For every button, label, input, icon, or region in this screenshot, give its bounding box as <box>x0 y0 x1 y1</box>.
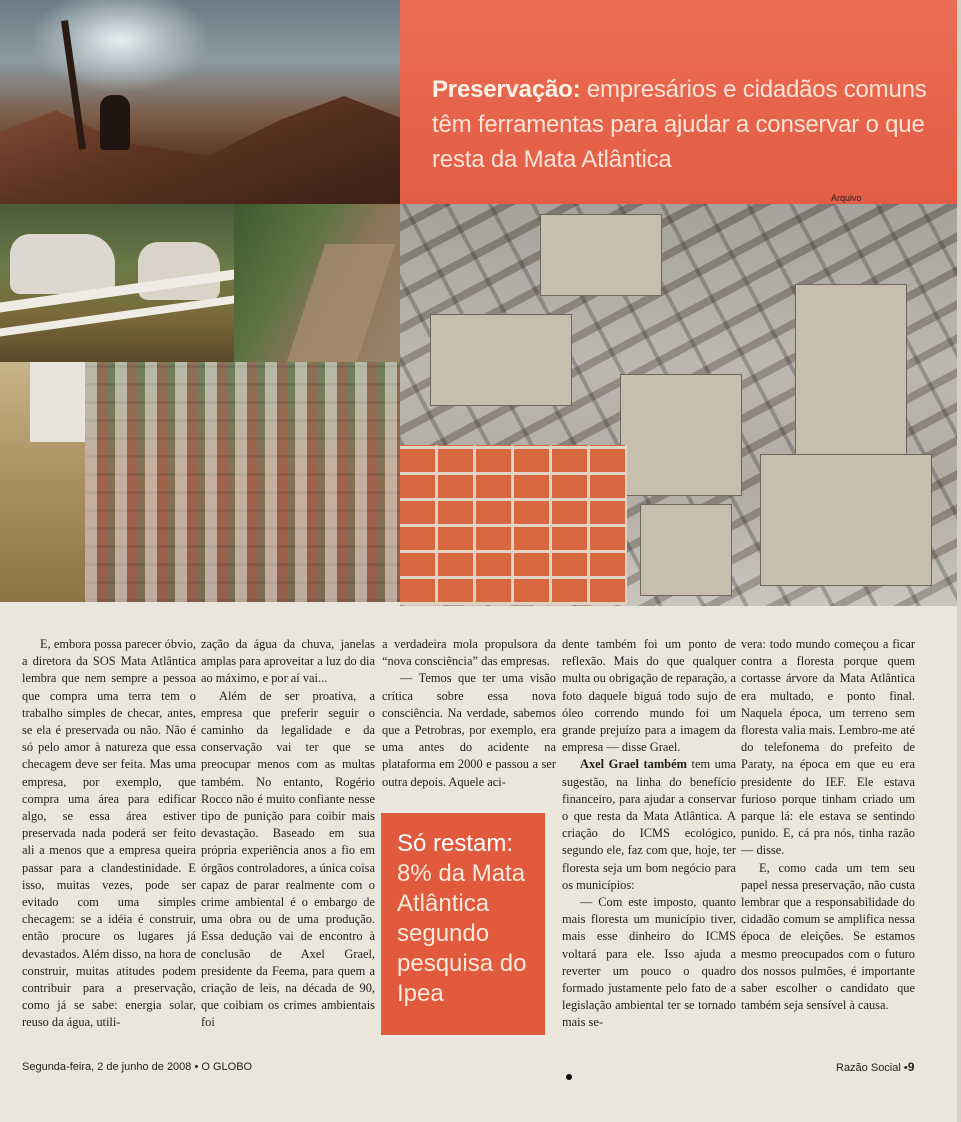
building <box>795 284 907 476</box>
building <box>540 214 662 296</box>
dirt-mound <box>0 84 400 204</box>
callout-text: 8% da Mata Atlântica segundo pesquisa do Ipea <box>397 860 527 1007</box>
photo-favela-hillside <box>85 362 400 602</box>
building <box>430 314 572 406</box>
building <box>760 454 932 586</box>
photo-excavation-worker <box>0 0 400 204</box>
banner-keyword: Preservação: <box>432 76 581 103</box>
page-number: 9 <box>907 1060 915 1074</box>
photo-reeds <box>0 362 85 602</box>
registration-dot <box>566 1074 572 1080</box>
photo-brick-wall <box>400 445 627 605</box>
article-column-2 <box>201 636 375 1032</box>
page-edge <box>957 0 961 1122</box>
paragraph: vera: todo mundo começou a ficar contra a floresta porque quem cortasse árvore da Mata Atlântica era multado, e ponto final. Naquela época, um terreno sem floresta valia mais. Lembro-me até do telefonema do prefeito de Paraty, na época em que eu era presidente do IEF. Ele estava furioso porque tinham criado um parque lá: ele estava se sentindo punido. E, cá pra nós, tinha razão — disse. <box>741 637 915 858</box>
callout-box <box>381 813 545 1035</box>
building <box>620 374 742 496</box>
banner-subtitle: empresários e cidadãos comuns têm ferramentas para ajudar a conservar o que resta da Mata Atlântica <box>432 76 927 173</box>
article-column-5 <box>741 636 915 1014</box>
article-column-1 <box>22 636 196 1032</box>
name-highlight: Axel Grael também <box>580 757 687 772</box>
headline-banner <box>400 0 957 204</box>
brick-pattern <box>400 445 627 605</box>
paragraph: dente também foi um ponto de reflexão. Mais do que qualquer multa ou obrigação de reparação, a foto daquele biguá todo sujo de óleo correndo mundo foi um grande prejuízo para a imagem da empresa — disse Grael. <box>562 637 736 755</box>
paragraph-text: tem uma sugestão, na linha do benefício financeiro, para ajudar a conservar o que resta da Mata Atlântica. A criação do ICMS ecológico, segundo ele, faz com que, hoje, ter floresta seja um bom negócio para os municípios: <box>562 757 736 892</box>
callout-keyword: Só restam: <box>397 830 514 857</box>
paragraph: a verdadeira mola propulsora da “nova consciência” das empresas. <box>382 637 556 669</box>
paragraph: — Temos que ter uma visão crítica sobre essa nova consciência. Na verdade, sabemos que a Petrobras, por exemplo, era uma antes do acidente na plataforma em 2000 e passou a ser outra depois. Aquele aci- <box>382 671 556 789</box>
article-column-4 <box>562 636 736 1032</box>
section-name: Razão Social • <box>836 1062 908 1074</box>
photo-dirt-trail <box>234 204 400 362</box>
trail-path <box>283 244 395 362</box>
paragraph: Além de ser proativa, a empresa que preferir seguir o caminho da legalidade e da conservação vai ter que se preocupar menos com as multas também. No entanto, Rogério Rocco não é muito confiante nesse tipo de punição para coibir mais devastação. Baseado em sua própria experiência anos a fio em órgãos controladores, a única coisa capaz de parar realmente com o crime ambiental é o embargo de uma obra ou de uma produção. Essa dedução vai de encontro à conclusão de Axel Grael, presidente da Feema, para quem a criação de leis, na década de 90, que coibiam os crimes ambientais foi <box>201 688 375 1030</box>
sky-patch <box>30 362 85 442</box>
paragraph: E, embora possa parecer óbvio, a diretora da SOS Mata Atlântica lembra que nem sempre a pessoa que compra uma terra tem o trabalho simples de checar, antes, se ela é preservada ou não. Não é só pelo amor à natureza que essa checagem deve ser feita. Mas uma empresa, por exemplo, que compra uma área para edificar algo, se essa área estiver preservada nada poderá ser feito ali a menos que a empresa queira passar para a clandestinidade. E isso, muitas vezes, pode ser evitado com uma simples checagem: se a idéia é construir, então procure os lugares já devastados. Além disso, na hora de construir, muitas atitudes podem contribuir para a preservação, como já se sabe: energia solar, reuso da água, utili- <box>22 637 196 1030</box>
footer-date-publication: Segunda-feira, 2 de junho de 2008 • O GLOBO <box>22 1061 253 1073</box>
building <box>640 504 732 596</box>
photo-credit: Arquivo <box>831 193 862 203</box>
paragraph: E, como cada um tem seu papel nessa preservação, não custa lembrar que a responsabilidade do cidadão comum se amplifica nessa época de eleições. Se estamos mesmo preocupados com o futuro dos nossos pulmões, é importante saber escolher o candidato que também seja sensível à causa. <box>741 860 915 1013</box>
photo-cattle-fence <box>0 204 234 362</box>
cow <box>10 234 115 294</box>
paragraph: zação da água da chuva, janelas amplas para aproveitar a luz do dia ao máximo, e por aí vai... <box>201 637 375 686</box>
worker-silhouette <box>100 95 130 150</box>
paragraph: — Com este imposto, quanto mais floresta um município tiver, mais esse dinheiro do ICMS voltará para ele. Isso ajuda a reverter um pouco o quadro formado justamente pelo fato de a legislação ambiental ter se tornado mais se- <box>562 895 736 1030</box>
paragraph <box>562 756 736 894</box>
banner-headline <box>432 72 932 177</box>
footer-section <box>836 1060 914 1074</box>
article-column-3 <box>382 636 556 791</box>
